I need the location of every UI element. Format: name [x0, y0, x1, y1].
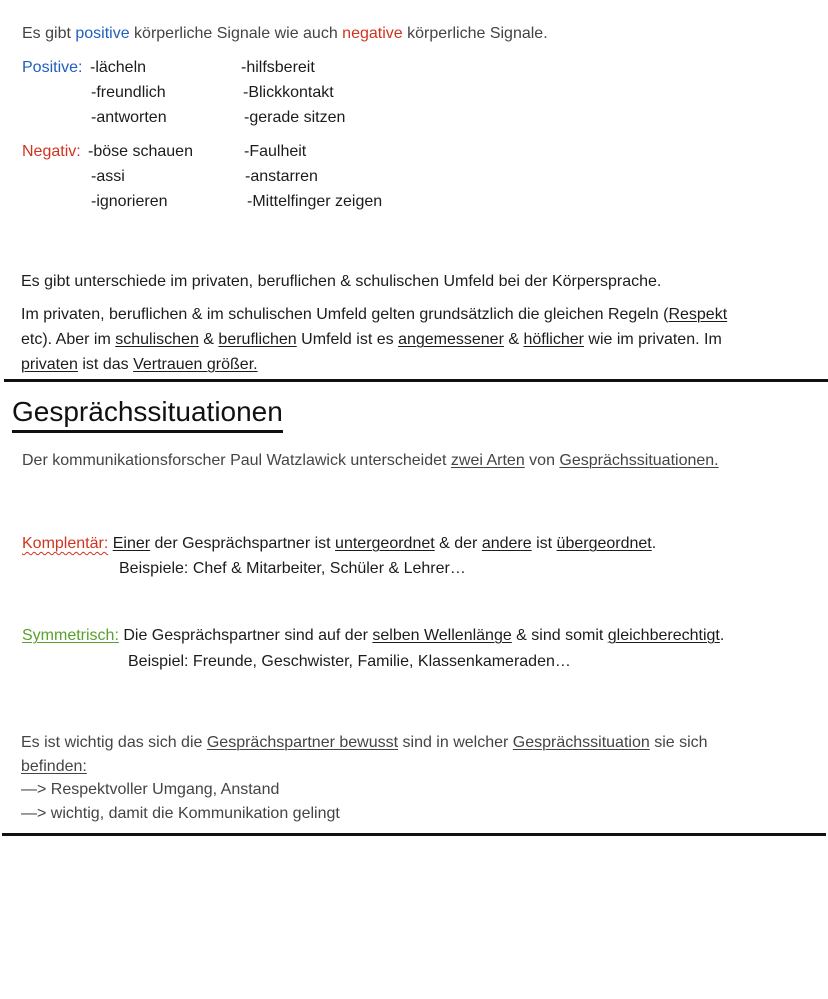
intro-line: Es gibt positive körperliche Signale wie auch negative körperliche Signale. — [22, 25, 548, 42]
symmetrisch-line: Symmetrisch: Die Gesprächspartner sind auf der selben Wellenlänge & sind somit gleichberechtigt. — [22, 627, 725, 644]
arrow-point: —> Respektvoller Umgang, Anstand — [21, 781, 280, 798]
negative-item: -böse schauen — [88, 143, 193, 160]
negative-item: -Faulheit — [244, 143, 307, 160]
environment-line: Es gibt unterschiede im privaten, beruflichen & schulischen Umfeld bei der Körpersprache. — [21, 273, 662, 290]
negative-item: -anstarren — [245, 168, 318, 185]
section-intro: Der kommunikationsforscher Paul Watzlawick unterscheidet zwei Arten von Gesprächssituationen. — [22, 452, 719, 469]
negative-label: Negativ: — [22, 143, 81, 160]
environment-paragraph-line: Im privaten, beruflichen & im schulischen Umfeld gelten grundsätzlich die gleichen Regeln (Respekt — [21, 306, 728, 323]
positive-item: -freundlich — [91, 84, 166, 101]
negative-item: -Mittelfinger zeigen — [247, 193, 383, 210]
important-line: Es ist wichtig das sich die Gesprächspartner bewusst sind in welcher Gesprächssituation sie sich — [21, 734, 708, 751]
negative-word: negative — [342, 25, 403, 42]
komplementaer-example: Beispiele: Chef & Mitarbeiter, Schüler & Lehrer… — [119, 560, 466, 577]
positive-item: -lächeln — [90, 59, 147, 76]
environment-paragraph-line: etc). Aber im schulischen & beruflichen Umfeld ist es angemessener & höflicher wie im privaten. Im — [21, 331, 722, 348]
symmetrisch-label: Symmetrisch: — [22, 627, 119, 644]
section-title: Gesprächssituationen — [12, 395, 283, 433]
important-befinden: befinden: — [21, 758, 87, 775]
positive-label: Positive: — [22, 59, 83, 76]
arrow-point: —> wichtig, damit die Kommunikation gelingt — [21, 805, 340, 822]
positive-item: -gerade sitzen — [244, 109, 346, 126]
komplementaer-line: Komplentär: Einer der Gesprächspartner ist untergeordnet & der andere ist übergeordnet. — [22, 535, 657, 552]
positive-item: -antworten — [91, 109, 167, 126]
positive-word: positive — [75, 25, 130, 42]
positive-item: -Blickkontakt — [243, 84, 334, 101]
komplementaer-label: Komplentär: — [22, 535, 109, 552]
section-divider — [4, 379, 828, 382]
negative-item: -ignorieren — [91, 193, 168, 210]
negative-item: -assi — [91, 168, 125, 185]
environment-paragraph-line: privaten ist das Vertrauen größer. — [21, 356, 258, 373]
positive-item: -hilfsbereit — [241, 59, 315, 76]
symmetrisch-example: Beispiel: Freunde, Geschwister, Familie, Klassenkameraden… — [128, 653, 571, 670]
section-divider — [2, 833, 826, 836]
